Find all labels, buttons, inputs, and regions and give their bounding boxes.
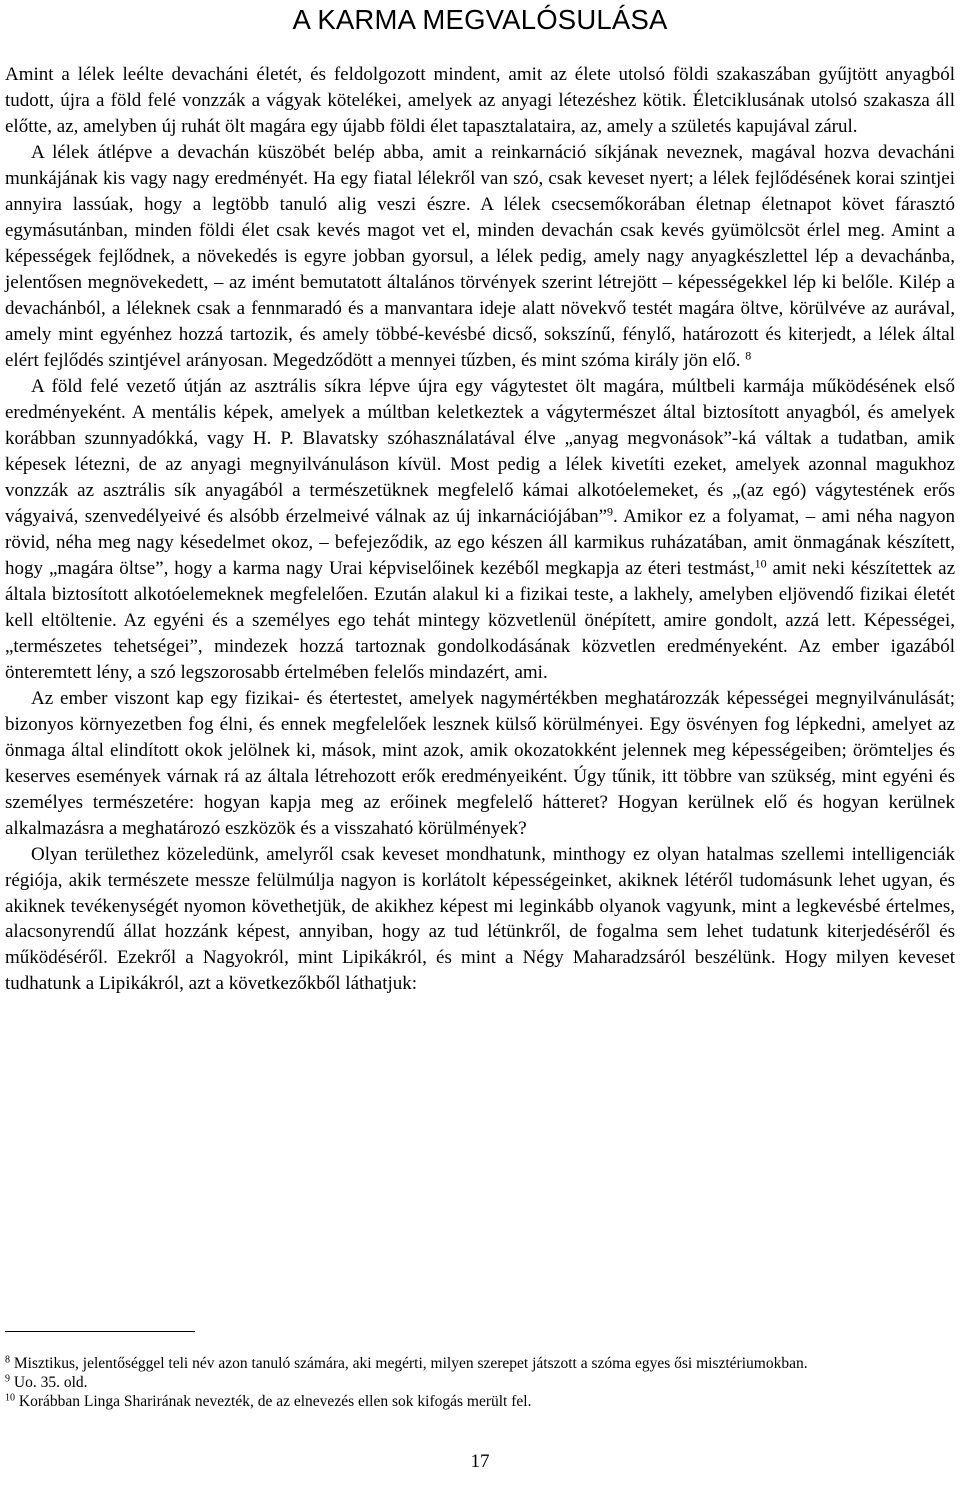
main-text	[5, 62, 955, 997]
footnote-text: Misztikus, jelentőséggel teli név azon tanuló számára, aki megérti, milyen szerepet játszott a szóma egyes ősi misztériumokban.	[13, 1355, 808, 1372]
footnote-text: Korábban Linga Sharirának nevezték, de az elnevezés ellen sok kifogás merült fel.	[18, 1393, 532, 1410]
footnote-number: 8	[5, 1354, 10, 1366]
paragraph-2	[5, 140, 955, 374]
footnote-number: 10	[5, 1392, 15, 1404]
paragraph-3-text-a: A föld felé vezető útján az asztrális síkra lépve újra egy vágytestet ölt magára, múltbeli karmája működésének első eredményeként. A mentális képek, amelyek a múltban keletkeztek a vágytermészet által biztosított anyagból, és amelyek korábban szunnyadókká, vagy H. P. Blavatsky szóhasználatával élve „anyag megvonások”-ká váltak a tudatban, amik képesek létezni, de az anyagi megnyilvánuláson kívül. Most pedig a lélek kivetíti ezeket, amelyek azonnal magukhoz vonzzák az asztrális sík anyagából a természetüknek megfelelő kámai alkotóelemeket, és „(az egó) vágytestének erős vágyaivá, szenvedélyeivé és alsóbb érzelmeivé válnak az új inkarnációjában”	[5, 375, 955, 527]
footnote-9	[5, 1373, 955, 1392]
paragraph-4: Az ember viszont kap egy fizikai- és étertestet, amelyek nagymértékben meghatározzák képességei megnyilvánulását; bizonyos környezetben fog élni, és ennek megfelelőek lesznek külső körülményei. Egy ösvényen fog lépkedni, amelyet az önmaga által elindított okok jelölnek ki, mások, mint azok, amik okozatokként jelennek meg képességeiben; örömteljes és keserves események várnak rá az általa létrehozott erők eredményeiként. Úgy tűnik, itt többre van szükség, mint egyéni és személyes természetére: hogyan kapja meg az erőinek megfelelő hátteret? Hogyan kerülnek elő és hogyan kerülnek alkalmazásra a meghatározó eszközök és a visszaható körülmények?	[5, 687, 955, 839]
page-title: A KARMA MEGVALÓSULÁSA	[292, 4, 668, 35]
footnote-text: Uo. 35. old.	[13, 1374, 88, 1391]
footnote-10	[5, 1392, 955, 1411]
paragraph-3-text-c: amit neki készítettek az általa biztosított alkotóelemeknek megfelelően. Ezután alakul ki a fizikai teste, a lakhely, amelyben eljövendő fizikai életét kell eltöltenie. Az egyéni és a személyes ego tehát mintegy közvetlenül önépített, amire gondolt, azzá lett. Képességei, „természetes tehetségei”, mindezek hozzá tartoznak gondolkodásának közvetlen eredményeként. Az ember igazából önteremtett lény, a szó legszorosabb értelmében felelős mindazért, ami.	[5, 557, 956, 683]
footnote-ref-8[interactable]: 8	[745, 348, 752, 363]
footnote-ref-10[interactable]: 10	[754, 556, 767, 571]
paragraph-1: Amint a lélek leélte devacháni életét, és feldolgozott mindent, amit az élete utolsó földi szakaszában gyűjtött anyagból tudott, újra a föld felé vonzzák a vágyak kötelékei, amelyek az anyagi létezéshez kötik. Életciklusának utolsó szakasza áll előtte, az, amelyben új ruhát ölt magára egy újabb földi élet tapasztalataira, az, amely a születés kapujával zárul.	[5, 64, 955, 137]
footnote-divider	[5, 1331, 195, 1332]
paragraph-5: Olyan területhez közeledünk, amelyről csak keveset mondhatunk, minthogy ez olyan hatalmas szellemi intelligenciák régiója, akik természete messze felülmúlja nagyon is korlátolt képességeinket, akiknek létéről tudomásunk lehet ugyan, és akiknek tevékenységét nyomon követhetjük, de akikhez képest mi leginkább olyanok vagyunk, mint a legkevésbé értelmes, alacsonyrendű állat hozzánk képest, annyiban, hogy az tud létünkről, de fogalma sem lehet tudatunk kiterjedéséről és működéséről. Ezekről a Nagyokról, mint Lipikákról, és mint a Négy Maharadzsáról beszélünk. Hogy milyen keveset tudhatunk a Lipikákról, azt a következőkből láthatjuk:	[5, 843, 955, 995]
paragraph-3-text-b: . Amikor ez a folyamat, – ami néha nagyon rövid, néha meg nagy késedelmet okoz, – befejeződik, az ego készen áll karmikus ruházatában, amit önmagának készített, hogy „magára öltse”, hogy a karma nagy Urai képviselőinek kezéből megkapja az éteri testmást,	[5, 505, 955, 579]
paragraph-3	[5, 374, 955, 686]
footnote-number: 9	[5, 1373, 10, 1385]
paragraph-2-text: A lélek átlépve a devachán küszöbét belép abba, amit a reinkarnáció síkjának neveznek, magával hozva devacháni munkájának kis vagy nagy eredményét. Ha egy fiatal lélekről van szó, csak keveset nyert; a lélek fejlődésének korai szintjei annyira lassúak, hogy a legtöbb tanuló alig veszi észre. A lélek csecsemőkorában életnap életnapot követ fárasztó egymásutánban, minden földi élet csak kevés magot vet el, minden devachán csak kevés gyümölcsöt érlel meg. Amint a képességek fejlődnek, a növekedés is egyre jobban gyorsul, a lélek pedig, amely nagy anyagkészlettel lép a devachánba, jelentősen megnövekedett, – az imént bemutatott általános törvények szerint létrejött – képességekkel lép ki belőle. Kilép a devachánból, a léleknek csak a fennmaradó és a manvantara ideje alatt növekvő testét magára öltve, körülvéve az aurával, amely mint egyénhez hozzá tartozik, és amely többé-kevésbé dicső, sokszínű, fénylő, határozott és kiterjedt, a lélek által elért fejlődés szintjével arányosan. Megedződött a mennyei tűzben, és mint szóma király jön elő.	[5, 141, 955, 371]
footnote-8	[5, 1354, 955, 1373]
footnote-ref-9[interactable]: 9	[607, 504, 613, 519]
page-number: 17	[470, 1451, 490, 1472]
footnotes	[5, 1354, 955, 1411]
